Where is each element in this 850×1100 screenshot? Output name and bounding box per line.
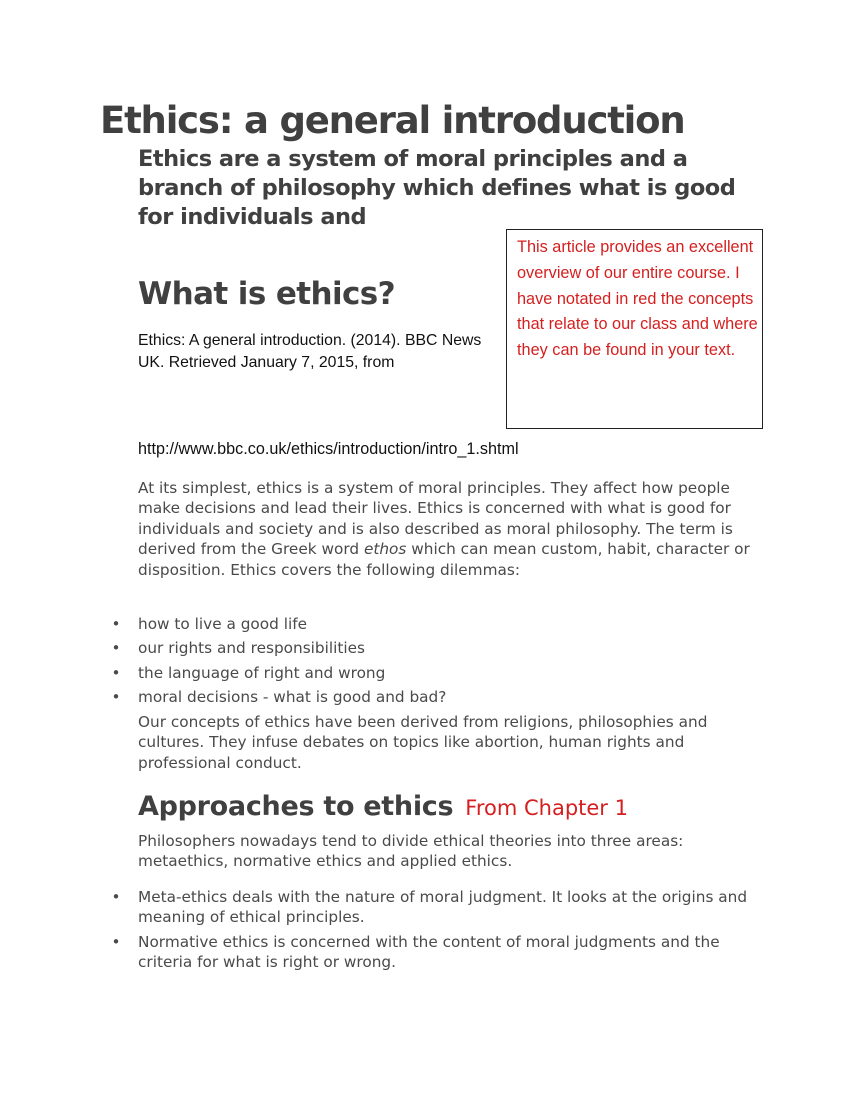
intro-text-end: which can mean custom, habit, character or disposition. Ethics covers the following dilemmas: <box>138 540 750 579</box>
document-title: Ethics: a general introduction <box>100 99 685 142</box>
intro-text-start: At its simplest, ethics is a system of moral principles. They affect how people make decisions and lead their lives. Ethics is concerned with what is good for individuals and society and is also described as moral philosophy. The term is derived from the Greek word <box>138 479 733 559</box>
section-heading-approaches <box>138 788 628 829</box>
bullet-icon: • <box>111 615 121 633</box>
list-item <box>110 663 760 683</box>
list-item <box>110 614 760 634</box>
approaches-list <box>110 887 760 977</box>
annotation-text: This article provides an excellent overview of our entire course. I have notated in red the concepts that relate to our class and where they can be found in your text. <box>517 238 758 360</box>
concepts-paragraph: Our concepts of ethics have been derived from religions, philosophies and cultures. They infuse debates on topics like abortion, human rights and professional conduct. <box>138 713 708 772</box>
approaches-paragraph: Philosophers nowadays tend to divide ethical theories into three areas: metaethics, normative ethics and applied ethics. <box>138 832 684 871</box>
bullet-icon: • <box>111 663 121 682</box>
list-item <box>110 932 760 973</box>
bullet-icon: • <box>111 639 121 658</box>
bullet-icon: • <box>111 888 121 906</box>
list-item <box>110 638 760 658</box>
list-item-text: our rights and responsibilities <box>138 639 366 658</box>
list-item <box>110 687 760 707</box>
source-url[interactable]: http://www.bbc.co.uk/ethics/introduction/intro_1.shtml <box>138 440 519 458</box>
annotation-box <box>506 229 763 429</box>
dilemmas-list <box>110 614 760 712</box>
bullet-icon: • <box>111 688 121 707</box>
list-item-text: the language of right and wrong <box>138 663 386 682</box>
list-item-text: Normative ethics is concerned with the content of moral judgments and the criteria for what is right or wrong. <box>138 932 720 972</box>
list-item-text: moral decisions - what is good and bad? <box>138 688 447 707</box>
citation: Ethics: A general introduction. (2014). BBC News UK. Retrieved January 7, 2015, from <box>138 332 482 371</box>
section-heading-what-is-ethics: What is ethics? <box>138 276 396 312</box>
document-subtitle: Ethics are a system of moral principles and a branch of philosophy which defines what is good for individuals and <box>138 146 736 230</box>
intro-paragraph <box>138 478 758 580</box>
bullet-icon: • <box>111 932 121 951</box>
approaches-heading-text: Approaches to ethics <box>138 791 454 822</box>
intro-text-italic: ethos <box>363 540 407 559</box>
list-item-text: how to live a good life <box>138 615 308 633</box>
chapter-annotation: From Chapter 1 <box>465 796 628 820</box>
list-item <box>110 887 760 928</box>
list-item-text: Meta-ethics deals with the nature of moral judgment. It looks at the origins and meaning of ethical principles. <box>138 888 748 927</box>
